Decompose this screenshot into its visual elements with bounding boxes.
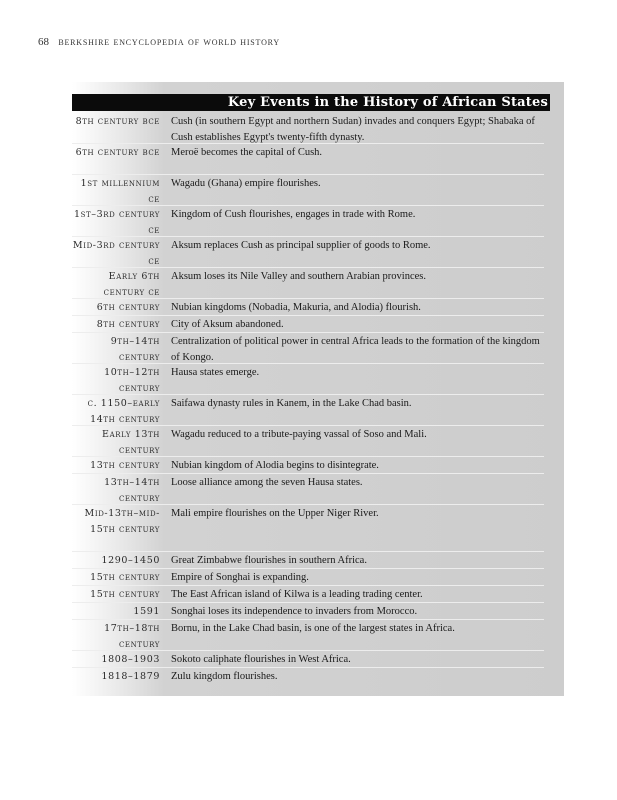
event-row: [72, 206, 544, 237]
book-title: berkshire encyclopedia of world history: [58, 36, 280, 48]
event-description: The East African island of Kilwa is a leading trading center.: [171, 589, 423, 600]
event-row: [72, 651, 544, 668]
event-row: [72, 603, 544, 620]
event-description: Hausa states emerge.: [171, 367, 260, 378]
event-date: 1290–1450: [101, 555, 160, 566]
event-row: [72, 395, 544, 426]
event-date: c. 1150–early 14th century: [87, 398, 160, 425]
event-row: [72, 457, 544, 474]
event-date: 6th century: [96, 302, 160, 313]
event-description: Wagadu (Ghana) empire flourishes.: [171, 178, 321, 189]
event-date: Early 6th century ce: [103, 271, 160, 298]
event-row: [72, 505, 544, 552]
event-date: 9th–14th century: [110, 336, 160, 363]
event-date: 1st millennium ce: [80, 178, 160, 205]
sidebar-title-bar: [72, 94, 550, 111]
event-row: [72, 474, 544, 505]
event-date: 1st–3rd century ce: [73, 209, 160, 236]
event-row: [72, 237, 544, 268]
event-date: 15th century: [90, 572, 160, 583]
event-row: [72, 426, 544, 457]
event-description: Mali empire flourishes on the Upper Niger River.: [171, 508, 379, 519]
event-date: Mid-13th–mid-15th century: [84, 508, 160, 535]
event-row: [72, 316, 544, 333]
event-description: Cush (in southern Egypt and northern Sudan) invades and conquers Egypt; Shabaka of Cush establishes Egypt's twenty-fifth dynasty.: [171, 116, 535, 143]
event-description: Saifawa dynasty rules in Kanem, in the Lake Chad basin.: [171, 398, 412, 409]
event-description: Sokoto caliphate flourishes in West Africa.: [171, 654, 351, 665]
event-description: Great Zimbabwe flourishes in southern Africa.: [171, 555, 367, 566]
event-date: 13th–14th century: [104, 477, 160, 504]
event-description: Nubian kingdom of Alodia begins to disintegrate.: [171, 460, 379, 471]
event-description: Empire of Songhai is expanding.: [171, 572, 309, 583]
page-number: 68: [38, 36, 49, 48]
event-row: [72, 299, 544, 316]
event-row: [72, 333, 544, 364]
event-date: Early 13th century: [102, 429, 160, 456]
event-row: [72, 113, 544, 144]
event-row: [72, 620, 544, 651]
event-description: Wagadu reduced to a tribute-paying vassal of Soso and Mali.: [171, 429, 427, 440]
event-description: Nubian kingdoms (Nobadia, Makuria, and Alodia) flourish.: [171, 302, 421, 313]
event-description: Meroë becomes the capital of Cush.: [171, 147, 323, 158]
event-description: Centralization of political power in central Africa leads to the formation of the kingdom of Kongo.: [171, 336, 540, 363]
event-date: 10th–12th century: [104, 367, 160, 394]
running-head: [38, 36, 280, 48]
event-row: [72, 364, 544, 395]
event-description: Bornu, in the Lake Chad basin, is one of the largest states in Africa.: [171, 623, 455, 634]
event-row: [72, 144, 544, 175]
event-description: Kingdom of Cush flourishes, engages in trade with Rome.: [171, 209, 416, 220]
event-date: 1591: [133, 606, 160, 617]
event-row: [72, 552, 544, 569]
event-date: 1818–1879: [101, 671, 160, 682]
event-date: 1808–1903: [101, 654, 160, 665]
event-row: [72, 586, 544, 603]
event-row: [72, 569, 544, 586]
event-date: 8th century: [96, 319, 160, 330]
event-date: 8th century bce: [75, 116, 160, 127]
event-description: Aksum loses its Nile Valley and southern Arabian provinces.: [171, 271, 426, 282]
event-date: 6th century bce: [75, 147, 160, 158]
event-date: Mid-3rd century ce: [72, 240, 160, 267]
event-date: 13th century: [90, 460, 160, 471]
event-description: Zulu kingdom flourishes.: [171, 671, 278, 682]
event-row: [72, 668, 544, 684]
event-description: Aksum replaces Cush as principal supplier of goods to Rome.: [171, 240, 431, 251]
event-description: Loose alliance among the seven Hausa states.: [171, 477, 363, 488]
event-description: Songhai loses its independence to invaders from Morocco.: [171, 606, 418, 617]
event-row: [72, 175, 544, 206]
event-date: 15th century: [90, 589, 160, 600]
event-description: City of Aksum abandoned.: [171, 319, 284, 330]
event-row: [72, 268, 544, 299]
event-date: 17th–18th century: [104, 623, 160, 650]
sidebar-title: Key Events in the History of African States: [227, 95, 548, 110]
